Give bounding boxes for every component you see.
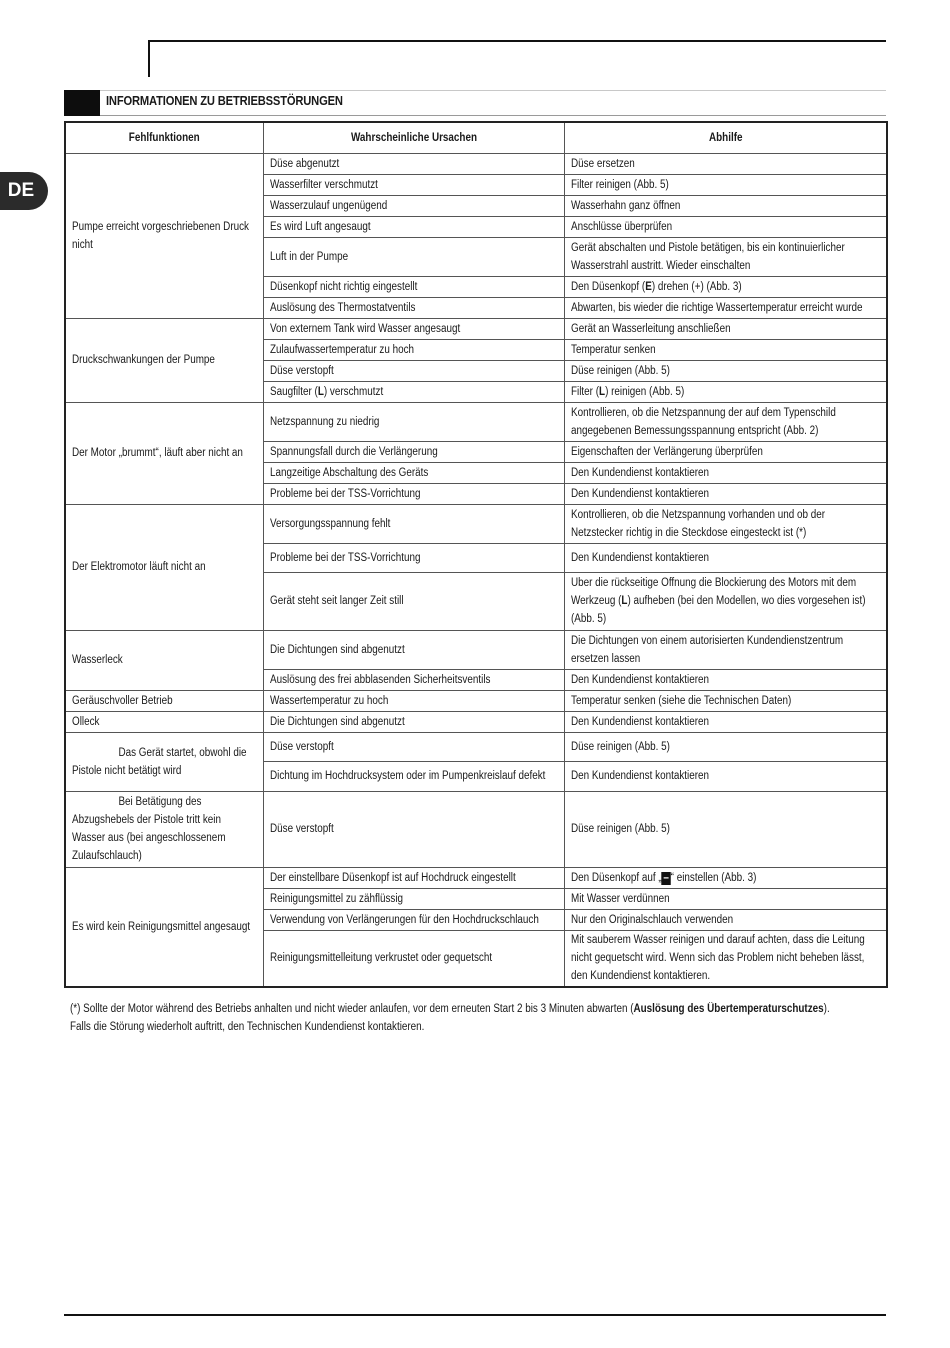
fault-cell: Geräuschvoller Betrieb: [65, 690, 263, 711]
troubleshooting-table: [64, 121, 888, 988]
cause-cell: Verwendung von Verlängerungen für den Hochdruckschlauch: [263, 909, 564, 930]
fault-cell: Der Elektromotor läuft nicht an: [65, 504, 263, 630]
remedy-cell: Filter (L) reinigen (Abb. 5): [564, 381, 887, 402]
remedy-cell: Den Düsenkopf (E) drehen (+) (Abb. 3): [564, 276, 887, 297]
remedy-cell: Mit sauberem Wasser reinigen und darauf achten, dass die Leitung nicht gequetscht wird. Wenn sich das Problem nicht beheben lässt, den Kundendienst kontaktieren.: [564, 930, 887, 987]
cause-cell: Dichtung im Hochdrucksystem oder im Pumpenkreislauf defekt: [263, 761, 564, 791]
header-faults: Fehlfunktionen: [65, 122, 263, 153]
cause-cell: Netzspannung zu niedrig: [263, 402, 564, 441]
page-corner-mark-top: [148, 40, 886, 42]
remedy-cell: Filter reinigen (Abb. 5): [564, 174, 887, 195]
fault-cell: Bei Betätigung des Abzugshebels der Pistole tritt kein Wasser aus (bei angeschlossenem Zulaufschlauch): [65, 791, 263, 867]
remedy-cell: Den Düsenkopf auf „ – “ einstellen (Abb. 3): [564, 867, 887, 888]
page-bottom-rule: [64, 1314, 886, 1316]
minus-icon: –: [662, 871, 669, 884]
table-row: [65, 630, 887, 669]
cause-cell: Versorgungsspannung fehlt: [263, 504, 564, 543]
header-causes: Wahrscheinliche Ursachen: [263, 122, 564, 153]
remedy-cell: Wasserhahn ganz öffnen: [564, 195, 887, 216]
fault-cell: Druckschwankungen der Pumpe: [65, 318, 263, 402]
table-row: [65, 711, 887, 732]
remedy-cell: Den Kundendienst kontaktieren: [564, 711, 887, 732]
cause-cell: Spannungsfall durch die Verlängerung: [263, 441, 564, 462]
remedy-cell: Anschlüsse überprüfen: [564, 216, 887, 237]
remedy-cell: Düse reinigen (Abb. 5): [564, 732, 887, 761]
fault-cell: Pumpe erreicht vorgeschriebenen Druck nicht: [65, 153, 263, 318]
cause-cell: Es wird Luft angesaugt: [263, 216, 564, 237]
remedy-cell: Temperatur senken (siehe die Technischen Daten): [564, 690, 887, 711]
remedy-cell: Gerät abschalten und Pistole betätigen, bis ein kontinuierlicher Wasserstrahl austritt. Wieder einschalten: [564, 237, 887, 276]
cause-cell: Probleme bei der TSS-Vorrichtung: [263, 483, 564, 504]
cause-cell: Zulaufwassertemperatur zu hoch: [263, 339, 564, 360]
cause-cell: Gerät steht seit langer Zeit still: [263, 572, 564, 630]
remedy-cell: Gerät an Wasserleitung anschließen: [564, 318, 887, 339]
remedy-cell: Nur den Originalschlauch verwenden: [564, 909, 887, 930]
table-row: [65, 690, 887, 711]
cause-cell: Probleme bei der TSS-Vorrichtung: [263, 543, 564, 572]
cause-cell: Düse abgenutzt: [263, 153, 564, 174]
remedy-cell: Kontrollieren, ob die Netzspannung der auf dem Typenschild angegebenen Bemessungsspannung entspricht (Abb. 2): [564, 402, 887, 441]
cause-cell: Reinigungsmittelleitung verkrustet oder gequetscht: [263, 930, 564, 987]
cause-cell: Düse verstopft: [263, 360, 564, 381]
remedy-cell: Den Kundendienst kontaktieren: [564, 669, 887, 690]
cause-cell: Saugfilter (L) verschmutzt: [263, 381, 564, 402]
fault-cell: Wasserleck: [65, 630, 263, 690]
remedy-cell: Den Kundendienst kontaktieren: [564, 543, 887, 572]
cause-cell: Düsenkopf nicht richtig eingestellt: [263, 276, 564, 297]
cause-cell: Auslösung des frei abblasenden Sicherheitsventils: [263, 669, 564, 690]
remedy-cell: Düse reinigen (Abb. 5): [564, 360, 887, 381]
cause-cell: Wasserfilter verschmutzt: [263, 174, 564, 195]
cause-cell: Düse verstopft: [263, 732, 564, 761]
remedy-cell: Den Kundendienst kontaktieren: [564, 462, 887, 483]
remedy-cell: Abwarten, bis wieder die richtige Wassertemperatur erreicht wurde: [564, 297, 887, 318]
remedy-cell: Mit Wasser verdünnen: [564, 888, 887, 909]
cause-cell: Auslösung des Thermostatventils: [263, 297, 564, 318]
table-row: [65, 318, 887, 339]
remedy-cell: Kontrollieren, ob die Netzspannung vorhanden und ob der Netzstecker richtig in die Steckdose eingesteckt ist (*): [564, 504, 887, 543]
remedy-cell: Eigenschaften der Verlängerung überprüfen: [564, 441, 887, 462]
cause-cell: Luft in der Pumpe: [263, 237, 564, 276]
remedy-cell: Den Kundendienst kontaktieren: [564, 761, 887, 791]
table-row: [65, 791, 887, 867]
table-row: [65, 153, 887, 174]
footnote: [70, 1000, 878, 1036]
footnote-line-2: Falls die Störung wiederholt auftritt, den Technischen Kundendienst kontaktieren.: [70, 1021, 425, 1033]
header-remedy: Abhilfe: [564, 122, 887, 153]
cause-cell: Wassertemperatur zu hoch: [263, 690, 564, 711]
page-corner-mark-left: [148, 40, 150, 77]
cause-cell: Langzeitige Abschaltung des Geräts: [263, 462, 564, 483]
section-rule: [100, 115, 886, 116]
section-title: INFORMATIONEN ZU BETRIEBSSTÖRUNGEN: [106, 93, 343, 108]
cause-cell: Reinigungsmittel zu zähflüssig: [263, 888, 564, 909]
fault-cell: Das Gerät startet, obwohl die Pistole nicht betätigt wird: [65, 732, 263, 791]
table-row: [65, 402, 887, 441]
remedy-cell: Den Kundendienst kontaktieren: [564, 483, 887, 504]
remedy-cell: Die Dichtungen von einem autorisierten Kundendienstzentrum ersetzen lassen: [564, 630, 887, 669]
section-marker-box: [64, 90, 100, 116]
remedy-cell: Temperatur senken: [564, 339, 887, 360]
remedy-cell: Düse reinigen (Abb. 5): [564, 791, 887, 867]
cause-cell: Die Dichtungen sind abgenutzt: [263, 711, 564, 732]
table-row: [65, 504, 887, 543]
fault-cell: Es wird kein Reinigungsmittel angesaugt: [65, 867, 263, 987]
section-top-rule: [100, 90, 886, 91]
fault-cell: Ölleck: [65, 711, 263, 732]
footnote-line-1: (*) Sollte der Motor während des Betriebs anhalten und nicht wieder anlaufen, vor dem erneuten Start 2 bis 3 Minuten abwarten (Auslösung des Übertemperaturschutzes).: [70, 1003, 830, 1015]
language-tab: DE: [0, 172, 48, 210]
cause-cell: Der einstellbare Düsenkopf ist auf Hochdruck eingestellt: [263, 867, 564, 888]
table-row: [65, 867, 887, 888]
remedy-cell: Über die rückseitige Öffnung die Blockierung des Motors mit dem Werkzeug (L) aufheben (bei den Modellen, wo dies vorgesehen ist) (Abb. 5): [564, 572, 887, 630]
table-header-row: [65, 122, 887, 153]
table-row: [65, 732, 887, 761]
cause-cell: Von externem Tank wird Wasser angesaugt: [263, 318, 564, 339]
fault-cell: Der Motor „brummt“, läuft aber nicht an: [65, 402, 263, 504]
cause-cell: Düse verstopft: [263, 791, 564, 867]
cause-cell: Die Dichtungen sind abgenutzt: [263, 630, 564, 669]
remedy-cell: Düse ersetzen: [564, 153, 887, 174]
cause-cell: Wasserzulauf ungenügend: [263, 195, 564, 216]
